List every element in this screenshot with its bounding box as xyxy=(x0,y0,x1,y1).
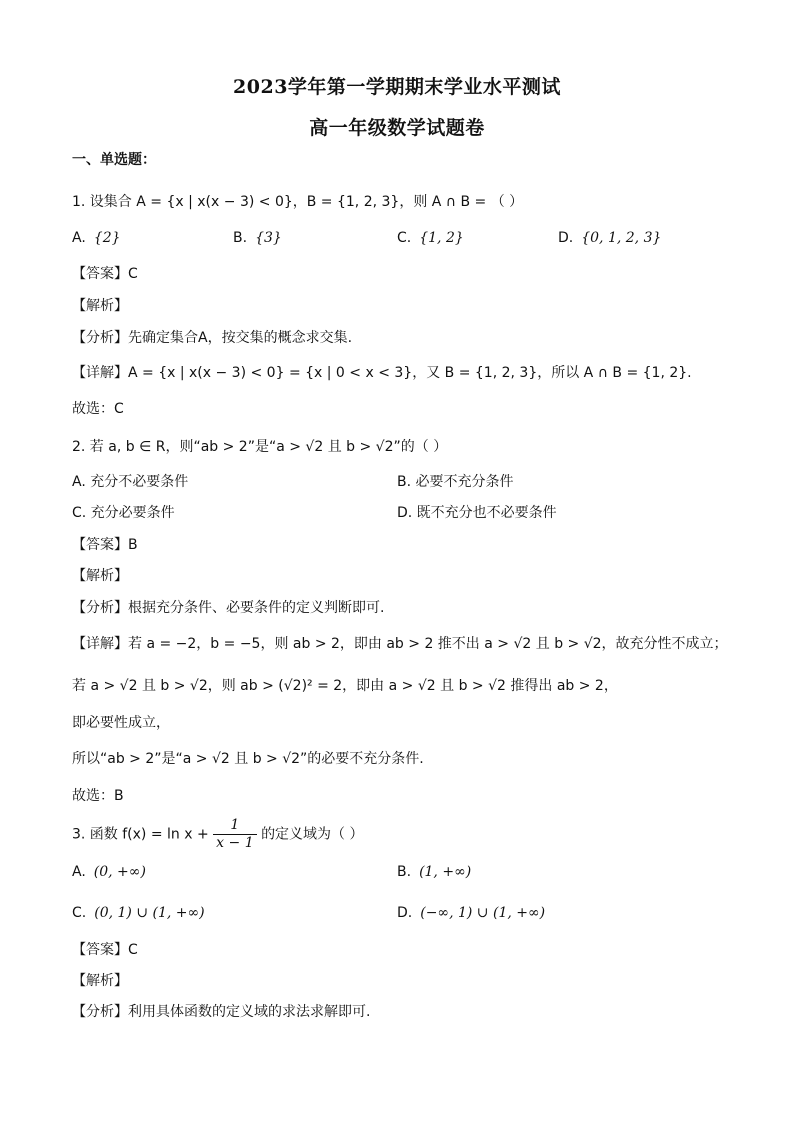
q2-option-a: A. 充分不必要条件 xyxy=(72,474,189,490)
q1-stem: 1. 设集合 A = {x | x(x − 3) < 0}，B = {1, 2, 3}，则 A ∩ B = （ ） xyxy=(72,194,524,210)
q2-conclusion: 故选：B xyxy=(72,788,124,804)
q3-option-c xyxy=(72,903,205,923)
q1-option-d-label: D. xyxy=(558,230,574,246)
q1-option-c-value: {1, 2} xyxy=(419,230,464,246)
q2-detail-2: 若 a > √2 且 b > √2，则 ab > (√2)² = 2，即由 a > √2 且 b > √2 推得出 ab > 2， xyxy=(72,678,618,694)
q1-option-a-value: {2} xyxy=(93,230,121,246)
q2-fenxi: 【分析】根据充分条件、必要条件的定义判断即可. xyxy=(72,600,385,616)
q3-stem xyxy=(72,817,364,852)
q1-option-b-value: {3} xyxy=(255,230,282,246)
q1-option-c xyxy=(397,228,464,248)
q2-analysis-label: 【解析】 xyxy=(72,568,128,584)
q1-fenxi: 【分析】先确定集合A，按交集的概念求交集. xyxy=(72,330,353,346)
q1-option-a-label: A. xyxy=(72,230,86,246)
q1-option-c-label: C. xyxy=(397,230,412,246)
q3-option-b-value: (1, +∞) xyxy=(419,864,472,880)
q3-stem-prefix: 3. 函数 f(x) = ln x + xyxy=(72,826,209,843)
exam-title: 2023学年第一学期期末学业水平测试 xyxy=(233,76,561,98)
q3-option-d xyxy=(397,903,545,923)
q3-option-d-value: (−∞, 1) ∪ (1, +∞) xyxy=(420,905,546,921)
q2-stem: 2. 若 a, b ∈ R，则“ab > 2”是“a > √2 且 b > √2”的（ ） xyxy=(72,439,448,455)
q3-option-a xyxy=(72,862,146,882)
q3-answer: 【答案】C xyxy=(72,942,138,958)
q3-option-a-label: A. xyxy=(72,864,86,880)
q1-answer: 【答案】C xyxy=(72,266,138,282)
q3-option-c-value: (0, 1) ∪ (1, +∞) xyxy=(94,905,205,921)
q1-conclusion: 故选：C xyxy=(72,401,124,417)
q2-option-d: D. 既不充分也不必要条件 xyxy=(397,505,557,521)
q3-fraction xyxy=(213,817,256,852)
q3-stem-suffix: 的定义域为（ ） xyxy=(261,826,364,843)
q3-fenxi: 【分析】利用具体函数的定义域的求法求解即可. xyxy=(72,1004,371,1020)
q1-option-d xyxy=(558,228,661,248)
q1-option-d-value: {0, 1, 2, 3} xyxy=(581,230,662,246)
q1-option-a xyxy=(72,228,121,248)
q3-fraction-denominator: x − 1 xyxy=(216,835,254,851)
q2-option-b: B. 必要不充分条件 xyxy=(397,474,514,490)
q2-answer: 【答案】B xyxy=(72,537,138,553)
exam-subtitle: 高一年级数学试题卷 xyxy=(309,117,485,139)
q1-analysis-label: 【解析】 xyxy=(72,298,128,314)
q1-detail: 【详解】A = {x | x(x − 3) < 0} = {x | 0 < x < 3}，又 B = {1, 2, 3}，所以 A ∩ B = {1, 2}. xyxy=(72,365,692,381)
q3-option-b-label: B. xyxy=(397,864,412,880)
q3-analysis-label: 【解析】 xyxy=(72,973,128,989)
q3-option-d-label: D. xyxy=(397,905,413,921)
q3-option-b xyxy=(397,862,471,882)
q2-option-c: C. 充分必要条件 xyxy=(72,505,175,521)
q3-fraction-numerator: 1 xyxy=(213,817,256,835)
q2-detail-1: 【详解】若 a = −2，b = −5，则 ab > 2，即由 ab > 2 推不出 a > √2 且 b > √2，故充分性不成立； xyxy=(72,636,728,652)
q3-option-a-value: (0, +∞) xyxy=(93,864,146,880)
q2-detail-4: 所以“ab > 2”是“a > √2 且 b > √2”的必要不充分条件. xyxy=(72,751,424,767)
q1-option-b-label: B. xyxy=(233,230,248,246)
section-heading: 一、单选题： xyxy=(72,152,156,168)
q3-option-c-label: C. xyxy=(72,905,87,921)
q2-detail-3: 即必要性成立， xyxy=(72,715,170,731)
q1-option-b xyxy=(233,228,282,248)
